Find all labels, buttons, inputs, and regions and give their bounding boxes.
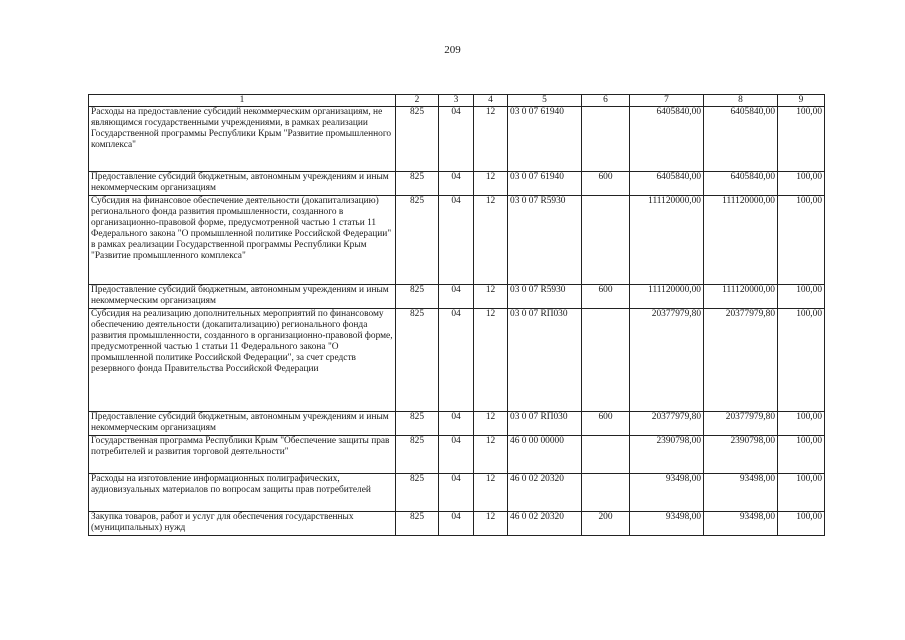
ministry-code-cell: 825 — [396, 512, 439, 536]
execution-percent-cell: 100,00 — [778, 285, 825, 309]
executed-amount-cell: 93498,00 — [704, 474, 778, 512]
target-article-cell: 03 0 07 61940 — [508, 172, 582, 196]
target-article-cell: 46 0 02 20320 — [508, 512, 582, 536]
row-name-cell: Субсидия на финансовое обеспечение деятельности (докапитализацию) регионального фонда развития промышленности, созданного в организационно-правовой форме, предусмотренной частью 1 статьи 11 Федерального закона "О промышленной политике Российской Федерации" в рамках реализации Государственной программы Республики Крым "Развитие промышленного комплекса" — [89, 196, 396, 285]
section-code-cell: 04 — [439, 172, 474, 196]
executed-amount-cell: 20377979,80 — [704, 412, 778, 436]
row-name-cell: Субсидия на реализацию дополнительных мероприятий по финансовому обеспечению деятельности (докапитализацию) регионального фонда развития промышленности, созданного в организационно-правовой форме, предусмотренной частью 1 статьи 11 Федерального закона "О промышленной политике Российской Федерации", за счет средств резервного фонда Правительства Российской Федерации — [89, 309, 396, 412]
header-col-4: 4 — [474, 95, 508, 107]
subsection-code-cell: 12 — [474, 309, 508, 412]
row-name-cell: Расходы на предоставление субсидий некоммерческим организациям, не являющимся государственными учреждениями, в рамках реализации Государственной программы Республики Крым "Развитие промышленного комплекса" — [89, 107, 396, 172]
budget-table — [88, 94, 825, 536]
table-row — [89, 107, 825, 172]
section-code-cell: 04 — [439, 474, 474, 512]
expense-type-cell: 200 — [582, 512, 630, 536]
header-col-7: 7 — [630, 95, 704, 107]
execution-percent-cell: 100,00 — [778, 107, 825, 172]
expense-type-cell: 600 — [582, 172, 630, 196]
row-name-cell: Предоставление субсидий бюджетным, автономным учреждениям и иным некоммерческим организациям — [89, 412, 396, 436]
executed-amount-cell: 2390798,00 — [704, 436, 778, 474]
subsection-code-cell: 12 — [474, 196, 508, 285]
planned-amount-cell: 6405840,00 — [630, 172, 704, 196]
table-row — [89, 512, 825, 536]
table-row — [89, 412, 825, 436]
planned-amount-cell: 93498,00 — [630, 512, 704, 536]
executed-amount-cell: 20377979,80 — [704, 309, 778, 412]
section-code-cell: 04 — [439, 309, 474, 412]
row-name-cell: Закупка товаров, работ и услуг для обеспечения государственных (муниципальных) нужд — [89, 512, 396, 536]
subsection-code-cell: 12 — [474, 107, 508, 172]
executed-amount-cell: 6405840,00 — [704, 172, 778, 196]
execution-percent-cell: 100,00 — [778, 436, 825, 474]
subsection-code-cell: 12 — [474, 285, 508, 309]
page-number: 209 — [444, 44, 461, 56]
subsection-code-cell: 12 — [474, 412, 508, 436]
target-article-cell: 03 0 07 RП030 — [508, 412, 582, 436]
executed-amount-cell: 93498,00 — [704, 512, 778, 536]
section-code-cell: 04 — [439, 285, 474, 309]
section-code-cell: 04 — [439, 512, 474, 536]
header-col-3: 3 — [439, 95, 474, 107]
target-article-cell: 03 0 07 61940 — [508, 107, 582, 172]
row-name-cell: Предоставление субсидий бюджетным, автономным учреждениям и иным некоммерческим организациям — [89, 172, 396, 196]
planned-amount-cell: 93498,00 — [630, 474, 704, 512]
execution-percent-cell: 100,00 — [778, 172, 825, 196]
planned-amount-cell: 20377979,80 — [630, 412, 704, 436]
execution-percent-cell: 100,00 — [778, 474, 825, 512]
target-article-cell: 03 0 07 R5930 — [508, 285, 582, 309]
execution-percent-cell: 100,00 — [778, 512, 825, 536]
ministry-code-cell: 825 — [396, 107, 439, 172]
executed-amount-cell: 6405840,00 — [704, 107, 778, 172]
subsection-code-cell: 12 — [474, 172, 508, 196]
planned-amount-cell: 2390798,00 — [630, 436, 704, 474]
planned-amount-cell: 20377979,80 — [630, 309, 704, 412]
expense-type-cell — [582, 309, 630, 412]
ministry-code-cell: 825 — [396, 474, 439, 512]
table-row — [89, 285, 825, 309]
row-name-cell: Предоставление субсидий бюджетным, автономным учреждениям и иным некоммерческим организациям — [89, 285, 396, 309]
ministry-code-cell: 825 — [396, 309, 439, 412]
header-col-5: 5 — [508, 95, 582, 107]
target-article-cell: 03 0 07 RП030 — [508, 309, 582, 412]
subsection-code-cell: 12 — [474, 512, 508, 536]
table-row — [89, 436, 825, 474]
section-code-cell: 04 — [439, 436, 474, 474]
planned-amount-cell: 111120000,00 — [630, 285, 704, 309]
header-col-8: 8 — [704, 95, 778, 107]
expense-type-cell — [582, 474, 630, 512]
section-code-cell: 04 — [439, 107, 474, 172]
header-col-1: 1 — [89, 95, 396, 107]
header-col-9: 9 — [778, 95, 825, 107]
header-col-6: 6 — [582, 95, 630, 107]
target-article-cell: 46 0 00 00000 — [508, 436, 582, 474]
ministry-code-cell: 825 — [396, 436, 439, 474]
execution-percent-cell: 100,00 — [778, 196, 825, 285]
table-row — [89, 309, 825, 412]
table-header-row — [89, 95, 825, 107]
subsection-code-cell: 12 — [474, 474, 508, 512]
expense-type-cell: 600 — [582, 412, 630, 436]
planned-amount-cell: 111120000,00 — [630, 196, 704, 285]
table-row — [89, 196, 825, 285]
executed-amount-cell: 111120000,00 — [704, 196, 778, 285]
expense-type-cell: 600 — [582, 285, 630, 309]
target-article-cell: 46 0 02 20320 — [508, 474, 582, 512]
execution-percent-cell: 100,00 — [778, 309, 825, 412]
ministry-code-cell: 825 — [396, 285, 439, 309]
row-name-cell: Расходы на изготовление информационных полиграфических, аудиовизуальных материалов по вопросам защиты прав потребителей — [89, 474, 396, 512]
header-col-2: 2 — [396, 95, 439, 107]
expense-type-cell — [582, 436, 630, 474]
table-row — [89, 474, 825, 512]
target-article-cell: 03 0 07 R5930 — [508, 196, 582, 285]
planned-amount-cell: 6405840,00 — [630, 107, 704, 172]
executed-amount-cell: 111120000,00 — [704, 285, 778, 309]
row-name-cell: Государственная программа Республики Крым "Обеспечение защиты прав потребителей и развития торговой деятельности" — [89, 436, 396, 474]
ministry-code-cell: 825 — [396, 196, 439, 285]
section-code-cell: 04 — [439, 196, 474, 285]
ministry-code-cell: 825 — [396, 412, 439, 436]
expense-type-cell — [582, 196, 630, 285]
expense-type-cell — [582, 107, 630, 172]
table-row — [89, 172, 825, 196]
execution-percent-cell: 100,00 — [778, 412, 825, 436]
section-code-cell: 04 — [439, 412, 474, 436]
subsection-code-cell: 12 — [474, 436, 508, 474]
ministry-code-cell: 825 — [396, 172, 439, 196]
